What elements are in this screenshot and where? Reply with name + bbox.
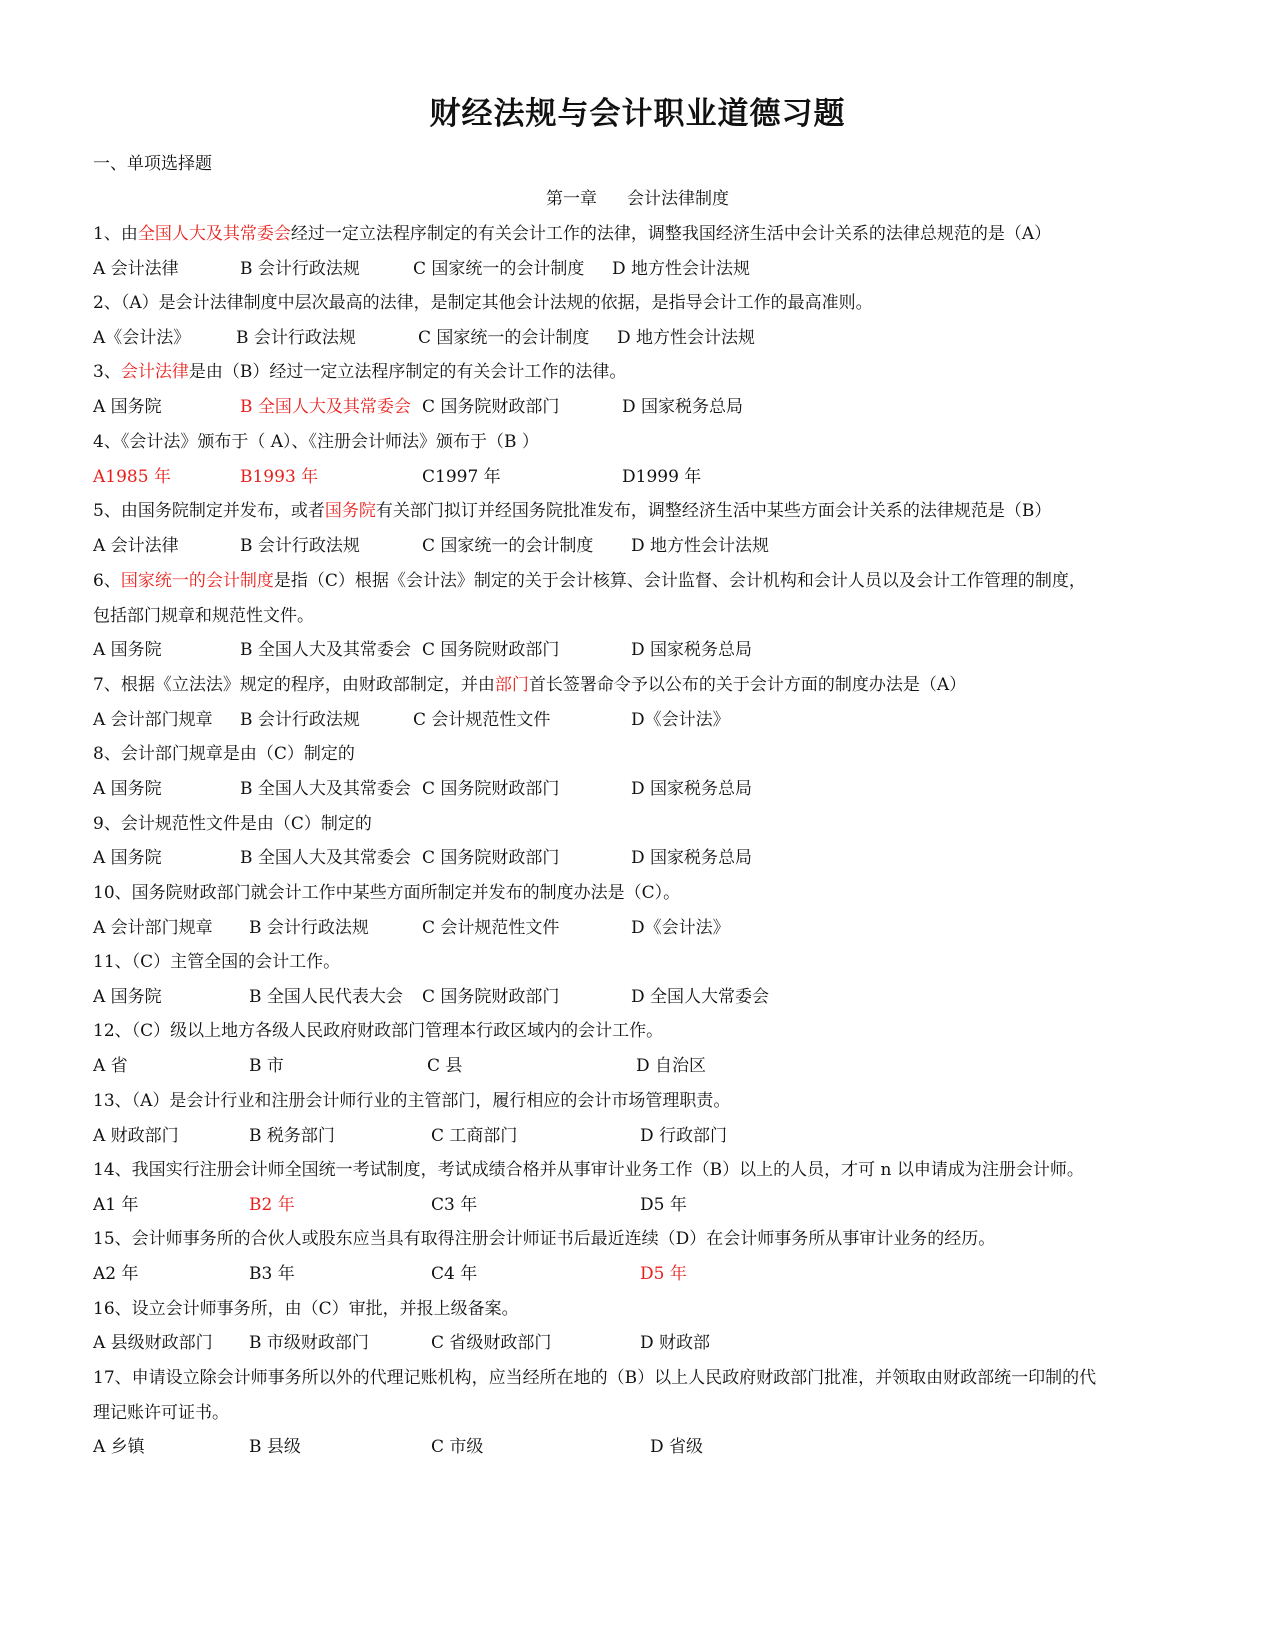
question-text: 7、根据《立法法》规定的程序，由财政部制定，并由 [93,675,495,695]
option-row [0,1262,1275,1286]
option: A 国务院 [93,848,162,868]
option: A 财政部门 [93,1126,179,1146]
question-stem [93,1366,1193,1390]
question-text: 8、会计部门规章是由（C）制定的 [93,744,355,764]
option-row [0,916,1275,940]
question-text: 9、会计规范性文件是由（C）制定的 [93,814,372,834]
option: A 国务院 [93,987,162,1007]
question-stem [93,673,1193,697]
option: C4 年 [431,1264,478,1284]
option: B3 年 [249,1264,295,1284]
question-stem-continued: 理记账许可证书。 [93,1403,229,1423]
option-highlighted: D5 年 [640,1264,687,1284]
chapter-heading [0,187,1275,211]
option: B 全国人大及其常委会 [240,848,411,868]
option: D 行政部门 [640,1126,728,1146]
question-text: 3、 [93,362,121,382]
option: D 国家税务总局 [631,848,753,868]
option-row [0,1331,1275,1355]
question-text: 11、（C）主管全国的会计工作。 [93,952,341,972]
option: C 国务院财政部门 [422,779,560,799]
question-text: 6、 [93,571,121,591]
question-stem [93,291,1193,315]
option: A 会计法律 [93,259,179,279]
option: C 省级财政部门 [431,1333,552,1353]
option: B 会计行政法规 [240,536,360,556]
highlighted-keyword: 会计法律 [120,362,189,382]
question-stem [93,360,1193,384]
option: A 会计部门规章 [93,710,213,730]
highlighted-keyword: 部门 [494,675,529,695]
question-stem [93,881,1193,905]
option: C 国务院财政部门 [422,987,560,1007]
option-highlighted: B 全国人大及其常委会 [240,397,411,417]
option-row [0,1054,1275,1078]
chapter-name: 会计法律制度 [627,189,729,209]
question-text: 13、（A）是会计行业和注册会计师行业的主管部门，履行相应的会计市场管理职责。 [93,1091,731,1111]
option-row [0,985,1275,1009]
option-row [0,1124,1275,1148]
option-row [0,465,1275,489]
question-text: 12、（C）级以上地方各级人民政府财政部门管理本行政区域内的会计工作。 [93,1021,664,1041]
option: B 全国人大及其常委会 [240,779,411,799]
option: D 全国人大常委会 [631,987,770,1007]
option-row [0,1435,1275,1459]
option-highlighted: B1993 年 [240,467,319,487]
highlighted-keyword: 国务院 [324,501,376,521]
option: A 县级财政部门 [93,1333,213,1353]
option-highlighted: A1985 年 [93,467,171,487]
question-text: 是由（B）经过一定立法程序制定的有关会计工作的法律。 [188,362,627,382]
option: A2 年 [93,1264,139,1284]
option-row [0,326,1275,350]
option: C 国家统一的会计制度 [418,328,590,348]
question-text: 是指（C）根据《会计法》制定的关于会计核算、会计监督、会计机构和会计人员以及会计工作管理的制度， [273,571,1086,591]
option: C 国家统一的会计制度 [413,259,585,279]
option: D5 年 [640,1195,687,1215]
option: A 乡镇 [93,1437,145,1457]
question-stem [93,569,1193,593]
option: A 国务院 [93,779,162,799]
question-text: 经过一定立法程序制定的有关会计工作的法律，调整我国经济生活中会计关系的法律总规范的是（A） [290,224,1052,244]
option-row [0,846,1275,870]
option: C3 年 [431,1195,478,1215]
option: D《会计法》 [631,710,730,730]
question-text: 15、会计师事务所的合伙人或股东应当具有取得注册会计师证书后最近连续（D）在会计师事务所从事审计业务的经历。 [93,1229,996,1249]
option: A 省 [93,1056,128,1076]
question-stem [93,1297,1193,1321]
option-row [0,534,1275,558]
option: C 工商部门 [431,1126,518,1146]
question-stem [93,222,1193,246]
option: B 税务部门 [249,1126,335,1146]
question-stem-continued: 包括部门规章和规范性文件。 [93,606,314,626]
option: B 全国人大及其常委会 [240,640,411,660]
option: C 会计规范性文件 [413,710,551,730]
question-stem [93,812,1193,836]
option: A 会计部门规章 [93,918,213,938]
option: D 自治区 [636,1056,707,1076]
option-row [0,1193,1275,1217]
option: D 国家税务总局 [631,779,753,799]
option-highlighted: B2 年 [249,1195,295,1215]
question-text: 16、设立会计师事务所，由（C）审批，并报上级备案。 [93,1299,519,1319]
question-stem [93,1089,1193,1113]
option: C 市级 [431,1437,484,1457]
option: A 国务院 [93,640,162,660]
option-row [0,708,1275,732]
option: B 会计行政法规 [240,710,360,730]
option: A 会计法律 [93,536,179,556]
option: C 国家统一的会计制度 [422,536,594,556]
option: B 全国人民代表大会 [249,987,403,1007]
highlighted-keyword: 全国人大及其常委会 [137,224,291,244]
question-stem [93,499,1193,523]
option: C 国务院财政部门 [422,397,560,417]
highlighted-keyword: 国家统一的会计制度 [120,571,274,591]
question-text: 1、由 [93,224,138,244]
option: C 县 [427,1056,463,1076]
option: B 会计行政法规 [236,328,356,348]
option: D 地方性会计法规 [617,328,756,348]
option: A1 年 [93,1195,139,1215]
question-text: 14、我国实行注册会计师全国统一考试制度，考试成绩合格并从事审计业务工作（B）以上的人员，才可 n 以申请成为注册会计师。 [93,1160,1084,1180]
option: B 市 [249,1056,284,1076]
option-row [0,638,1275,662]
option: B 县级 [249,1437,301,1457]
option: C 国务院财政部门 [422,640,560,660]
option: A 国务院 [93,397,162,417]
question-stem [93,430,1193,454]
option: D1999 年 [622,467,702,487]
option-row [0,395,1275,419]
option: C 国务院财政部门 [422,848,560,868]
option: C1997 年 [422,467,501,487]
question-text: 2、（A）是会计法律制度中层次最高的法律，是制定其他会计法规的依据，是指导会计工作的最高准则。 [93,293,873,313]
question-text: 首长签署命令予以公布的关于会计方面的制度办法是（A） [528,675,967,695]
question-stem [93,1158,1193,1182]
option: B 会计行政法规 [249,918,369,938]
section-heading: 一、单项选择题 [93,154,212,174]
question-stem [93,1019,1193,1043]
option: D 地方性会计法规 [631,536,770,556]
option: D 省级 [650,1437,704,1457]
option-row [0,257,1275,281]
option: C 会计规范性文件 [422,918,560,938]
question-stem [93,1227,1193,1251]
option: D 国家税务总局 [631,640,753,660]
chapter-number: 第一章 [546,189,597,209]
option: D 地方性会计法规 [612,259,751,279]
question-stem [93,742,1193,766]
question-text: 10、国务院财政部门就会计工作中某些方面所制定并发布的制度办法是（C）。 [93,883,681,903]
document-title: 财经法规与会计职业道德习题 [429,96,846,132]
option: A《会计法》 [93,328,191,348]
question-text: 4、《会计法》颁布于（ A）、《注册会计师法》颁布于（B ） [93,432,539,452]
option: D 财政部 [640,1333,711,1353]
option: B 会计行政法规 [240,259,360,279]
question-stem [93,950,1193,974]
question-text: 17、申请设立除会计师事务所以外的代理记账机构，应当经所在地的（B）以上人民政府财政部门批准，并领取由财政部统一印制的代 [93,1368,1097,1388]
question-text: 5、由国务院制定并发布，或者 [93,501,325,521]
question-text: 有关部门拟订并经国务院批准发布，调整经济生活中某些方面会计关系的法律规范是（B） [375,501,1052,521]
option: B 市级财政部门 [249,1333,369,1353]
option: D《会计法》 [631,918,730,938]
option-row [0,777,1275,801]
option: D 国家税务总局 [622,397,744,417]
